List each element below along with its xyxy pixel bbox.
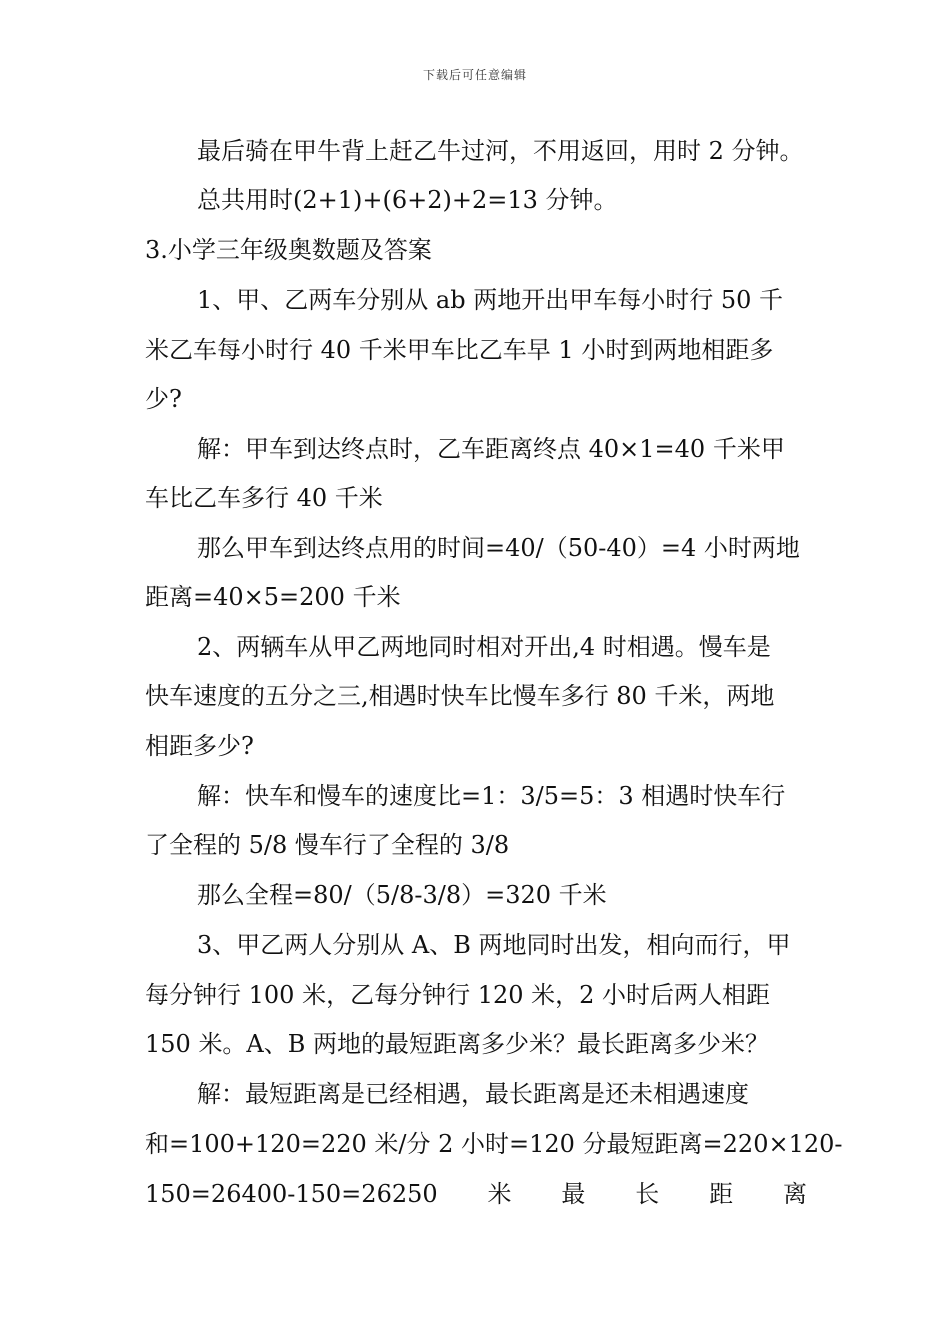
text-line: 了全程的 5/8 慢车行了全程的 3/8 (145, 831, 510, 859)
section-heading: 3.小学三年级奥数题及答案 (145, 236, 432, 264)
text-line: 解：最短距离是已经相遇，最长距离是还未相遇速度 (197, 1080, 749, 1108)
text-segment: 米 (487, 1180, 512, 1208)
text-line: 每分钟行 100 米，乙每分钟行 120 米，2 小时后两人相距 (145, 981, 771, 1009)
page-header: 下载后可任意编辑 (422, 68, 527, 82)
text-line: 最后骑在甲牛背上赶乙牛过河，不用返回，用时 2 分钟。 (197, 137, 804, 165)
text-line: 车比乙车多行 40 千米 (145, 484, 383, 512)
text-line: 那么全程=80/（5/8-3/8）=320 千米 (197, 881, 607, 909)
justified-text-line (145, 1179, 807, 1209)
text-line: 总共用时(2+1)+(6+2)+2=13 分钟。 (197, 186, 618, 214)
text-line: 那么甲车到达终点用的时间=40/（50-40）=4 小时两地 (197, 534, 800, 562)
text-line: 和=100+120=220 米/分 2 小时=120 分最短距离=220×120- (145, 1130, 843, 1158)
text-line: 2、两辆车从甲乙两地同时相对开出,4 时相遇。慢车是 (197, 633, 771, 661)
text-line: 少? (145, 385, 182, 413)
text-segment: 150=26400-150=26250 (145, 1180, 438, 1208)
text-line: 米乙车每小时行 40 千米甲车比乙车早 1 小时到两地相距多 (145, 336, 774, 364)
text-segment: 长 (635, 1180, 660, 1208)
text-line: 150 米。A、B 两地的最短距离多少米？最长距离多少米？ (145, 1030, 770, 1058)
text-line: 解：快车和慢车的速度比=1：3/5=5：3 相遇时快车行 (197, 782, 786, 810)
text-line: 相距多少? (145, 732, 254, 760)
text-segment: 距 (709, 1180, 734, 1208)
text-line: 3、甲乙两人分别从 A、B 两地同时出发，相向而行，甲 (197, 931, 791, 959)
text-line: 距离=40×5=200 千米 (145, 583, 401, 611)
text-line: 1、甲、乙两车分别从 ab 两地开出甲车每小时行 50 千 (197, 286, 783, 314)
text-segment: 离 (782, 1180, 807, 1208)
text-segment: 最 (561, 1180, 586, 1208)
text-line: 快车速度的五分之三,相遇时快车比慢车多行 80 千米，两地 (145, 682, 775, 710)
text-line: 解：甲车到达终点时，乙车距离终点 40×1=40 千米甲 (197, 435, 785, 463)
